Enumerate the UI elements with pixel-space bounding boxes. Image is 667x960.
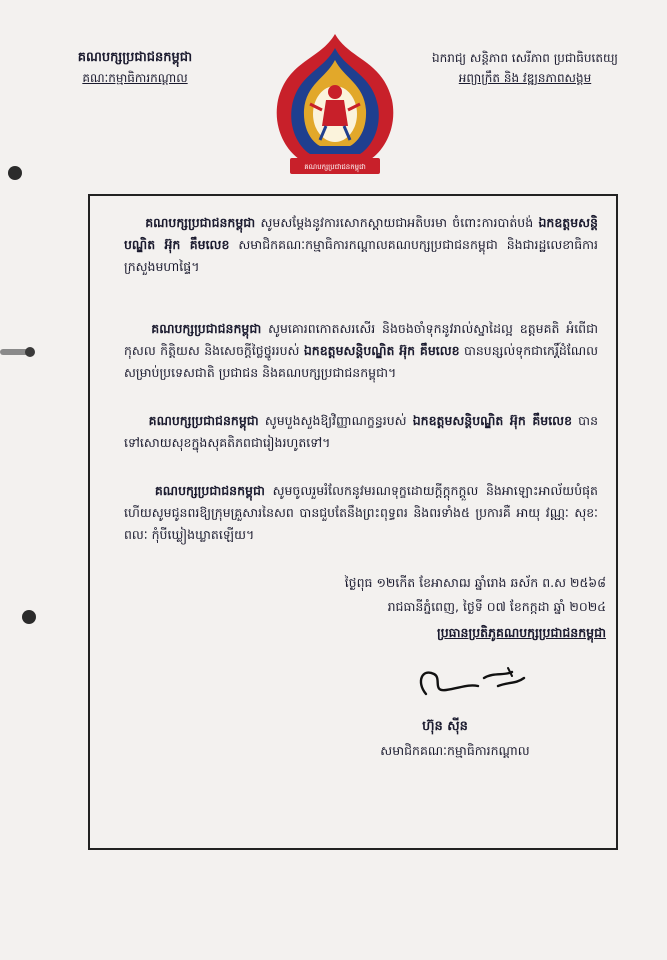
party-name: គណបក្សប្រជាជនកម្ពុជា <box>77 50 193 65</box>
deceased-name-1: ឯកឧត្តមសន្តិបណ្ឌិត អ៊ុក គឹមលេខ <box>124 215 598 252</box>
p1-text-b: សមាជិកគណៈកម្មាធិការកណ្តាលគណបក្សប្រជាជនកម្ពុជា និងជារដ្ឋលេខាធិការក្រសួងមហាផ្ទៃ។ <box>124 237 598 274</box>
header-right <box>410 48 640 88</box>
p3-text-a: សូមបួងសួងឱ្យវិញ្ញាណក្ខន្ធរបស់ <box>258 413 413 428</box>
p3-text-b: បានទៅសោយសុខក្នុងសុគតិភពជារៀងរហូតទៅ។ <box>124 413 599 450</box>
binder-ring-icon <box>0 346 36 358</box>
party-lead-3: គណបក្សប្រជាជនកម្ពុជា <box>148 413 259 428</box>
p2-text-b: បានបន្សល់ទុកជាកេរ្តិ៍ដំណែលសម្រាប់ប្រទេសជាតិ ប្រជាជន និងគណបក្សប្រជាជនកម្ពុជា។ <box>124 343 598 380</box>
emblem-banner-text: គណបក្សប្រជាជនកម្ពុជា <box>304 163 366 171</box>
national-motto-line2: អព្យាក្រឹត និង វឌ្ឍនភាពសង្គម <box>458 71 592 85</box>
party-emblem-icon <box>270 30 400 180</box>
party-lead-1: គណបក្សប្រជាជនកម្ពុជា <box>145 215 256 230</box>
binder-hole-top <box>8 166 22 180</box>
lunar-date: ថ្ងៃពុធ ១២កើត ខែអាសាឍ ឆ្នាំរោង ឆស័ក ព.ស ២៥៦៨ <box>344 575 606 590</box>
party-lead-4: គណបក្សប្រជាជនកម្ពុជា <box>154 483 265 498</box>
signatory-title: សមាជិកគណៈកម្មាធិការកណ្តាល <box>380 743 530 758</box>
header-left <box>40 48 230 88</box>
signatory-role: ប្រធានប្រតិភូគណបក្សប្រជាជនកម្ពុជា <box>436 625 606 640</box>
paragraph-4 <box>124 480 598 546</box>
p2-text-a: សូមគោរពកោតសរសើរ និងចងចាំទុកនូវរាល់ស្នាដៃល្អ ឧត្តមគតិ អំពើជាកុសល កិត្តិយស និងសេចក្តីថ្លៃថ្នូររបស់ <box>124 321 598 358</box>
paragraph-1 <box>124 212 598 278</box>
deceased-name-3: ឯកឧត្តមសន្តិបណ្ឌិត អ៊ុក គឹមលេខ <box>412 413 572 428</box>
p4-text-a: សូមចូលរួមរំលែកនូវមរណទុក្ខដោយក្តីក្តុកក្តួល និងអាឡោះអាល័យបំផុត ហើយសូមជូនពរឱ្យក្រុមគ្រួសារនៃសព បានជួបតែនឹងព្រះពុទ្ធពរ និងពរទាំង៥ ប្រការគឺ អាយុ វណ្ណៈ សុខៈ ពលៈ កុំបីឃ្លៀងឃ្លាតឡើយ។ <box>124 483 598 542</box>
national-motto-line1: ឯករាជ្យ សន្តិភាព សេរីភាព ប្រជាធិបតេយ្យ <box>432 51 618 65</box>
binder-hole-bottom <box>22 610 36 624</box>
committee-name: គណៈកម្មាធិការកណ្តាល <box>82 71 188 85</box>
party-lead-2: គណបក្សប្រជាជនកម្ពុជា <box>151 321 262 336</box>
signatory-name: ហ៊ុន សុីន <box>422 719 468 734</box>
p1-text-a: សូមសម្តែងនូវការសោកស្តាយជាអតិបរមា ចំពោះការបាត់បង់ <box>255 215 539 230</box>
solar-date: រាជធានីភ្នំពេញ, ថ្ងៃទី ០៧ ខែកក្កដា ឆ្នាំ ២០២៤ <box>387 599 606 614</box>
paragraph-3 <box>124 410 598 454</box>
paragraph-2 <box>124 318 598 384</box>
deceased-name-2: ឯកឧត្តមសន្តិបណ្ឌិត អ៊ុក គឹមលេខ <box>303 343 460 358</box>
handwritten-signature-icon <box>412 664 532 704</box>
